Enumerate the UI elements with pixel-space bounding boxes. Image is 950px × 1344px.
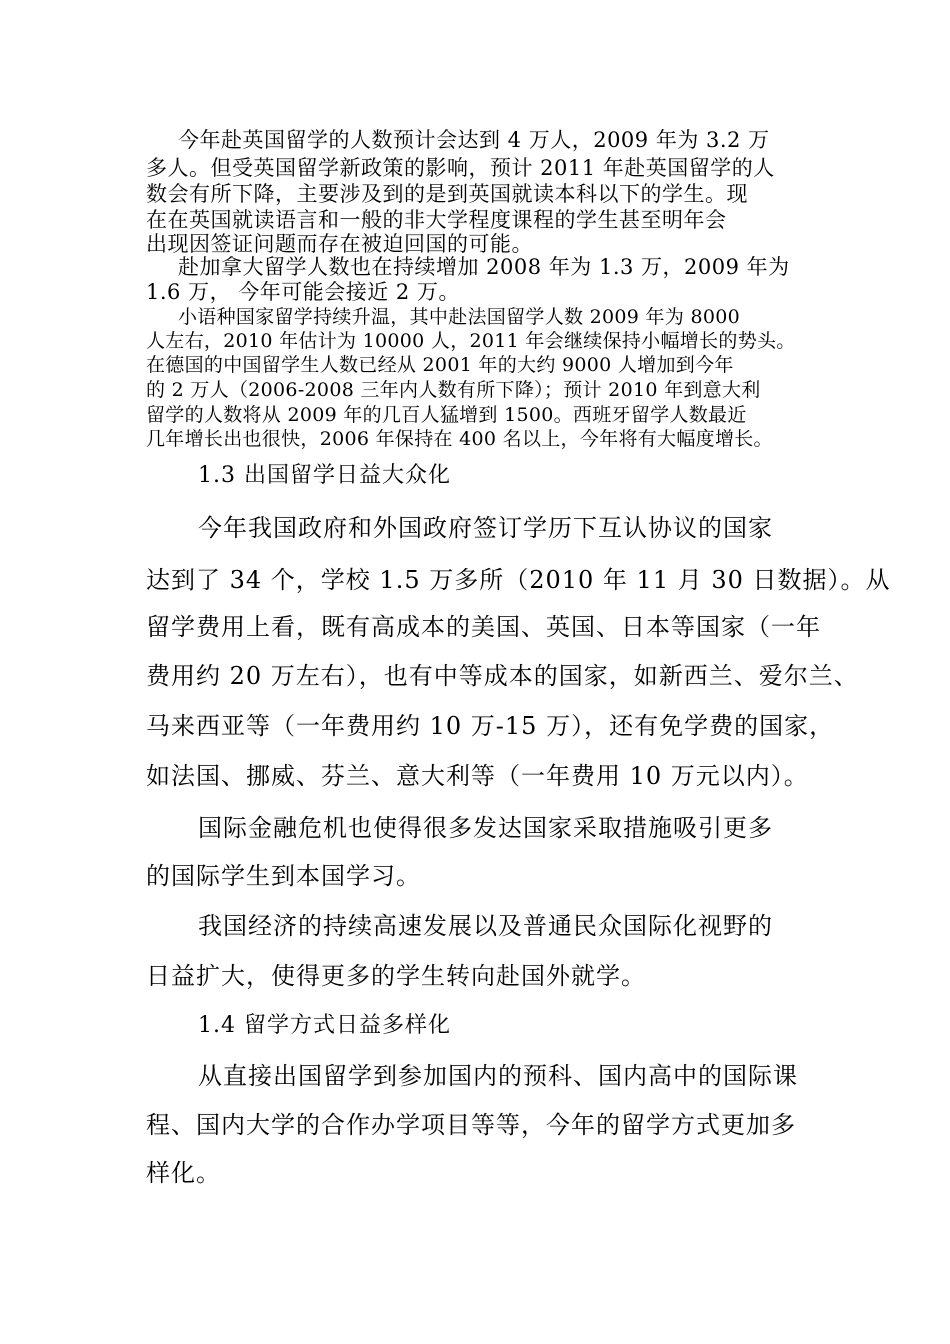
text-line: 几年增长出也很快，2006 年保持在 400 名以上，今年将有大幅度增长。 — [146, 428, 773, 450]
text-line: 程、国内大学的合作办学项目等等，今年的留学方式更加多 — [146, 1111, 796, 1139]
text-line: 今年赴英国留学的人数预计会达到 4 万人，2009 年为 3.2 万 — [178, 128, 770, 152]
text-line: 小语种国家留学持续升温，其中赴法国留学人数 2009 年为 8000 — [178, 306, 741, 328]
text-line: 日益扩大，使得更多的学生转向赴国外就学。 — [146, 962, 646, 990]
text-line: 数会有所下降，主要涉及到的是到英国就读本科以下的学生。现 — [146, 182, 748, 206]
text-line: 的国际学生到本国学习。 — [146, 862, 421, 890]
text-line: 人左右，2010 年估计为 10000 人，2011 年会继续保持小幅增长的势头。 — [146, 330, 796, 352]
text-line: 的 2 万人（2006-2008 三年内人数有所下降）；预计 2010 年到意大利 — [146, 379, 761, 401]
text-line: 国际金融危机也使得很多发达国家采取措施吸引更多 — [198, 814, 773, 842]
text-line: 马来西亚等（一年费用约 10 万-15 万），还有免学费的国家， — [146, 712, 835, 740]
text-line: 留学费用上看，既有高成本的美国、英国、日本等国家（一年 — [146, 613, 821, 641]
text-line: 出现因签证问题而存在被迫回国的可能。 — [146, 232, 533, 256]
text-line: 今年我国政府和外国政府签订学历下互认协议的国家 — [198, 514, 773, 542]
text-line: 我国经济的持续高速发展以及普通民众国际化视野的 — [198, 912, 773, 940]
text-line: 多人。但受英国留学新政策的影响，预计 2011 年赴英国留学的人 — [146, 156, 775, 180]
text-line: 从直接出国留学到参加国内的预科、国内高中的国际课 — [198, 1062, 798, 1090]
text-line: 在德国的中国留学生人数已经从 2001 年的大约 9000 人增加到今年 — [146, 354, 734, 376]
text-line: 样化。 — [146, 1159, 221, 1187]
text-line: 在在英国就读语言和一般的非大学程度课程的学生甚至明年会 — [146, 208, 727, 232]
text-line: 赴加拿大留学人数也在持续增加 2008 年为 1.3 万，2009 年为 — [178, 255, 790, 279]
text-line: 达到了 34 个，学校 1.5 万多所（2010 年 11 月 30 日数据）。从 — [146, 566, 891, 594]
text-line: 费用约 20 万左右），也有中等成本的国家，如新西兰、爱尔兰、 — [146, 662, 859, 690]
section-heading-1-3: 1.3 出国留学日益大众化 — [198, 463, 451, 488]
section-heading-1-4: 1.4 留学方式日益多样化 — [198, 1013, 451, 1038]
text-line: 1.6 万， 今年可能会接近 2 万。 — [146, 280, 460, 304]
text-line: 如法国、挪威、芬兰、意大利等（一年费用 10 万元以内）。 — [146, 762, 809, 790]
text-line: 留学的人数将从 2009 年的几百人猛增到 1500。西班牙留学人数最近 — [146, 404, 747, 426]
